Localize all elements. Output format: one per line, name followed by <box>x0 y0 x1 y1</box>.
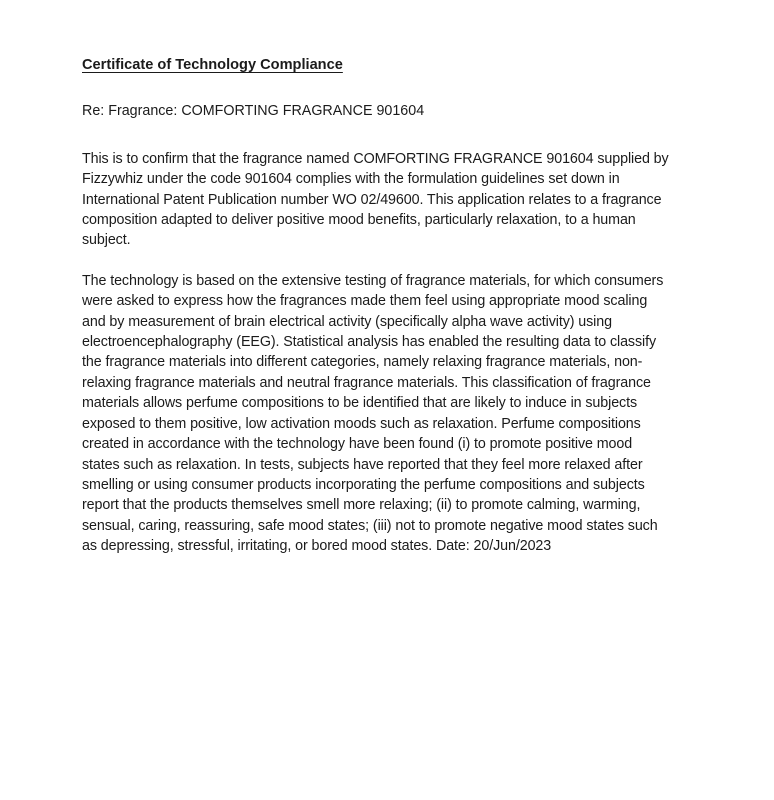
text-line: the fragrance materials into different categories, namely relaxing fragrance materials, non- <box>82 354 643 371</box>
text-line: composition adapted to deliver positive mood benefits, particularly relaxation, to a human <box>82 212 636 229</box>
text-line: smelling or using consumer products incorporating the perfume compositions and subjects <box>82 476 645 493</box>
text-line: were asked to express how the fragrances made them feel using appropriate mood scaling <box>82 293 648 310</box>
document-title: Certificate of Technology Compliance <box>82 57 343 73</box>
text-line: exposed to them positive, low activation moods such as relaxation. Perfume compositions <box>82 415 641 432</box>
text-line: sensual, caring, reassuring, safe mood states; (iii) not to promote negative mood states such <box>82 517 658 534</box>
text-line: electroencephalography (EEG). Statistical analysis has enabled the resulting data to classify <box>82 334 657 351</box>
text-line: states such as relaxation. In tests, subjects have reported that they feel more relaxed after <box>82 456 643 473</box>
text-line: The technology is based on the extensive testing of fragrance materials, for which consumers <box>82 272 664 289</box>
document-body <box>82 149 694 557</box>
paragraph <box>82 271 694 557</box>
text-line: report that the products themselves smell more relaxing; (ii) to promote calming, warming, <box>82 497 641 514</box>
text-line: relaxing fragrance materials and neutral fragrance materials. This classification of fragrance <box>82 374 651 391</box>
text-line: and by measurement of brain electrical activity (specifically alpha wave activity) using <box>82 313 612 330</box>
paragraph <box>82 149 694 251</box>
text-line: materials allows perfume compositions to be identified that are likely to induce in subjects <box>82 395 638 412</box>
text-line: subject. <box>82 232 131 249</box>
text-line: This is to confirm that the fragrance named COMFORTING FRAGRANCE 901604 supplied by <box>82 150 669 167</box>
text-line: as depressing, stressful, irritating, or bored mood states. Date: 20/Jun/2023 <box>82 538 552 555</box>
text-line: Fizzywhiz under the code 901604 complies with the formulation guidelines set down in <box>82 171 620 188</box>
text-line: International Patent Publication number WO 02/49600. This application relates to a fragrance <box>82 191 662 208</box>
subject-line: Re: Fragrance: COMFORTING FRAGRANCE 901604 <box>82 103 425 120</box>
text-line: created in accordance with the technology have been found (i) to promote positive mood <box>82 436 633 453</box>
